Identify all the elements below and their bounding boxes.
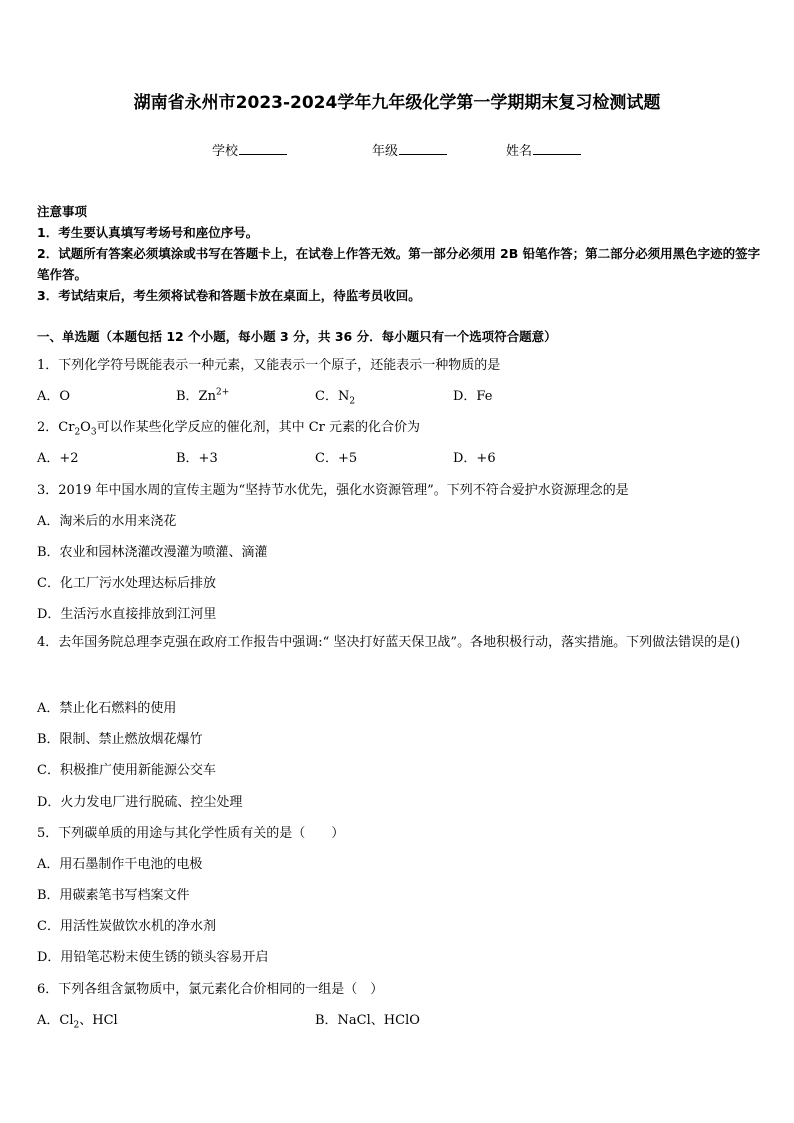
question-1-option-c[interactable] [315, 385, 355, 407]
question-4-option-a[interactable]: A．禁止化石燃料的使用 [37, 701, 177, 716]
grade-label: 年级 [372, 144, 399, 159]
grade-blank[interactable] [399, 142, 447, 155]
stem-text: 可以作某些化学反应的催化剂，其中 Cr 元素的化合价为 [96, 420, 421, 435]
question-5-option-c[interactable]: C．用活性炭做饮水机的净水剂 [37, 919, 216, 934]
question-1-stem: 1．下列化学符号既能表示一种元素，又能表示一个原子，还能表示一种物质的是 [37, 358, 501, 373]
stem-text: 2．Cr [37, 420, 75, 435]
question-3-option-b[interactable]: B．农业和园林浇灌改漫灌为喷灌、滴灌 [37, 545, 268, 560]
question-4-option-b[interactable]: B．限制、禁止燃放烟花爆竹 [37, 732, 203, 747]
question-5-option-d[interactable]: D．用铅笔芯粉末使生锈的锁头容易开启 [37, 950, 269, 965]
section-title: 一、单选题（本题包括 12 个小题，每小题 3 分，共 36 分．每小题只有一个选项符合题意） [37, 329, 557, 344]
question-3-option-d[interactable]: D．生活污水直接排放到江河里 [37, 607, 217, 622]
question-5-stem: 5．下列碳单质的用途与其化学性质有关的是（ ） [37, 826, 345, 841]
option-text: C．N [315, 389, 350, 404]
option-text: A．Cl [37, 1013, 74, 1028]
name-label: 姓名 [506, 144, 533, 159]
student-info-row [0, 140, 794, 160]
name-blank[interactable] [533, 142, 581, 155]
school-label: 学校 [212, 144, 239, 159]
question-3-option-c[interactable]: C．化工厂污水处理达标后排放 [37, 576, 216, 591]
question-6-option-b[interactable]: B．NaCl、HClO [315, 1013, 420, 1028]
question-1-option-a[interactable]: A．O [37, 389, 71, 404]
school-blank[interactable] [239, 142, 287, 155]
question-5-option-a[interactable]: A．用石墨制作干电池的电极 [37, 857, 203, 872]
school-field[interactable] [212, 140, 287, 159]
question-3-option-a[interactable]: A．淘米后的水用来浇花 [37, 514, 177, 529]
notes-item-3: 3．考试结束后，考生须将试卷和答题卡放在桌面上，待监考员收回。 [37, 288, 421, 303]
question-2-option-d[interactable]: D．+6 [453, 451, 496, 466]
option-text: 、HCl [79, 1013, 118, 1028]
notes-heading: 注意事项 [37, 204, 88, 219]
question-2-option-a[interactable]: A．+2 [37, 451, 79, 466]
question-6-option-a[interactable] [37, 1009, 118, 1031]
question-4-stem: 4．去年国务院总理李克强在政府工作报告中强调:“ 坚决打好蓝天保卫战”。各地积极行动，落实措施。下列做法错误的是() [37, 635, 741, 650]
question-4-option-c[interactable]: C．积极推广使用新能源公交车 [37, 763, 216, 778]
notes-item-2: 2．试题所有答案必须填涂或书写在答题卡上，在试卷上作答无效。第一部分必须用 2B 铅笔作答；第二部分必须用黑色字迹的签字笔作答。 [37, 246, 761, 282]
subscript: 2 [74, 427, 81, 438]
question-3-stem: 3．2019 年中国水周的宣传主题为“坚持节水优先，强化水资源管理”。下列不符合爱护水资源理念的是 [37, 483, 629, 498]
question-4-option-d[interactable]: D．火力发电厂进行脱硫、控尘处理 [37, 795, 243, 810]
question-2-option-b[interactable]: B．+3 [176, 451, 218, 466]
question-5-option-b[interactable]: B．用碳素笔书写档案文件 [37, 888, 190, 903]
name-field[interactable] [506, 140, 581, 159]
question-2-option-c[interactable]: C．+5 [315, 451, 358, 466]
subscript: 3 [90, 427, 97, 438]
grade-field[interactable] [372, 140, 447, 159]
question-6-stem: 6．下列各组含氯物质中，氯元素化合价相同的一组是（ ） [37, 982, 384, 997]
notes-item-1: 1．考生要认真填写考场号和座位序号。 [37, 225, 259, 240]
subscript: 2 [349, 396, 356, 407]
page-title: 湖南省永州市2023-2024学年九年级化学第一学期期末复习检测试题 [133, 93, 661, 113]
superscript: 2+ [215, 387, 230, 398]
subscript: 2 [73, 1020, 80, 1031]
stem-text: O [80, 420, 91, 435]
question-1-option-b[interactable] [176, 385, 229, 404]
question-2-stem [37, 416, 761, 438]
notes-block [37, 201, 761, 306]
option-text: B．Zn [176, 389, 216, 404]
question-1-option-d[interactable]: D．Fe [453, 389, 493, 404]
